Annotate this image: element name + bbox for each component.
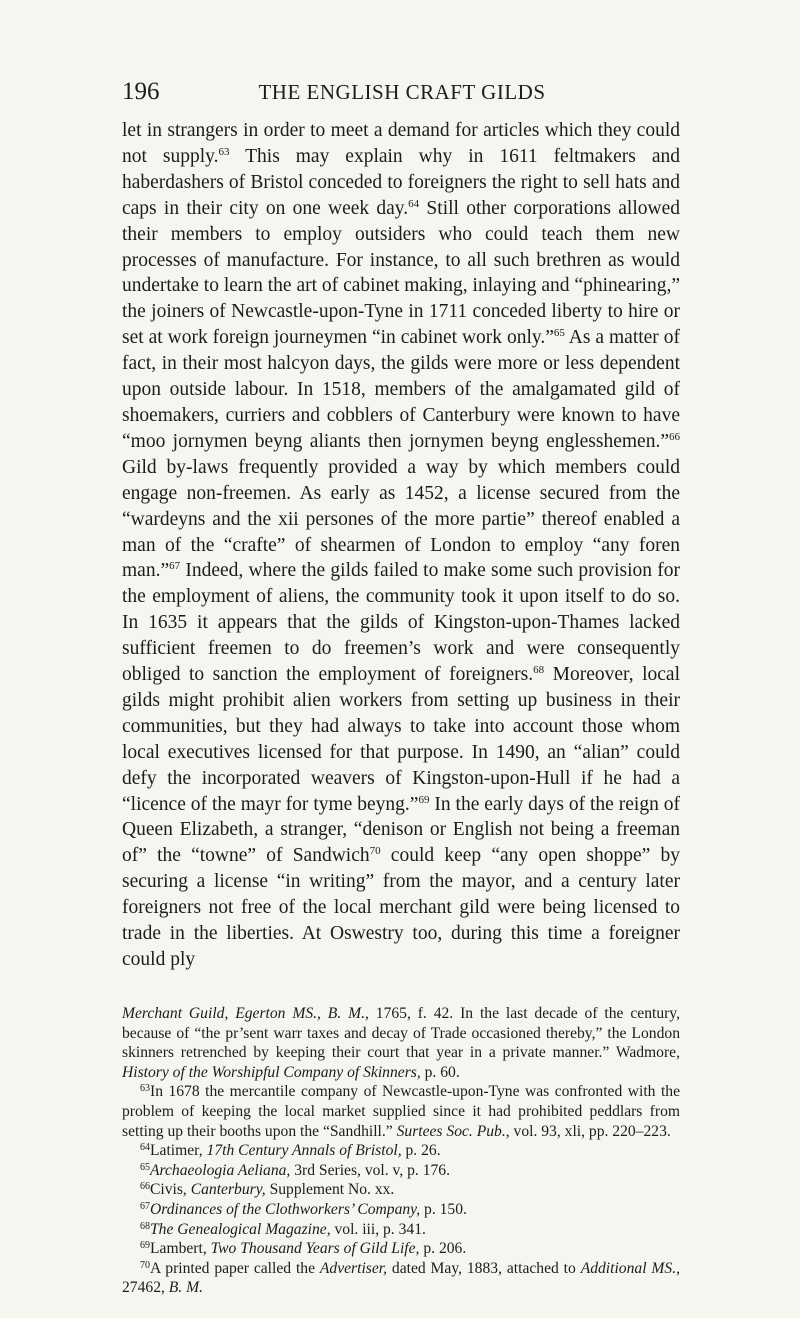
footnote-ref: 67 xyxy=(169,560,181,573)
body-text xyxy=(122,118,680,973)
running-head: THE ENGLISH CRAFT GILDS xyxy=(258,80,546,104)
footnote-continuation: Merchant Guild, Egerton MS., B. M., 1765, f. 42. In the last decade of the century, because of “the pr’sent warr taxes and decay of Trade occasioned thereby,” the London skinners retrenched by keeping their court that year in a private manner.” Wadmore, History of the Worshipful Company of Skinners, p. 60. xyxy=(122,1005,680,1081)
footnote-67: $^{67}$Ordinances of the Clothworkers’ Company, p. 150. xyxy=(140,1200,467,1218)
footnote-70: $^{70}$A printed paper called the Advertiser, dated May, 1883, attached to Additional MS., 27462, B. M. xyxy=(122,1259,680,1297)
footnotes xyxy=(122,1004,680,1298)
footnote-69: $^{69}$Lambert, Two Thousand Years of Gild Life, p. 206. xyxy=(140,1240,467,1258)
page-header xyxy=(122,78,682,108)
footnote-ref: 66 xyxy=(669,430,680,443)
footnote-63: $^{63}$In 1678 the mercantile company of Newcastle-upon-Tyne was confronted with the problem of keeping the local market supplied since it had prohibited peddlars from setting up their booths upon the “Sandhill.” Surtees Soc. Pub., vol. 93, xli, pp. 220–223. xyxy=(122,1083,680,1140)
footnote-65: $^{65}$Archaeologia Aeliana, 3rd Series, vol. v, p. 176. xyxy=(140,1161,451,1179)
page-number: 196 xyxy=(122,78,160,105)
footnote-ref: 64 xyxy=(408,197,420,210)
footnote-68: $^{68}$The Genealogical Magazine, vol. iii, p. 341. xyxy=(140,1220,426,1238)
footnote-66: $^{66}$Civis, Canterbury, Supplement No. xx. xyxy=(140,1181,395,1199)
footnote-ref: 70 xyxy=(369,845,381,858)
footnote-ref: 69 xyxy=(418,793,430,806)
footnote-64: $^{64}$Latimer, 17th Century Annals of Bristol, p. 26. xyxy=(140,1142,441,1160)
footnote-ref: 68 xyxy=(533,664,545,677)
body-paragraph: let in strangers in order to meet a demand for articles which they could not supply.$^{63}$ This may explain why in 1611 feltmakers and haberdashers of Bristol conceded to foreigners the right to sell hats and caps in their city on one week day.$^{64}$ Still other corporations allowed their members to employ outsiders who could teach them new processes of manufacture. For instance, to all such brethren as would undertake to learn the art of cabinet making, inlaying and “phinearing,” the joiners of Newcastle-upon-Tyne in 1711 conceded liberty to hire or set at work foreign journeymen “in cabinet work only.”$^{65}$ As a matter of fact, in their most halcyon days, the gilds were more or less dependent upon outside labour. In 1518, members of the amalgamated gild of shoemakers, curriers and cobblers of Canterbury were known to have “moo jornymen beyng aliants then jornymen beyng englesshemen.”$^{66}$ Gild by-laws frequently provided a way by which members could engage non-freemen. As early as 1452, a license secured from the “wardeyns and the xii persones of the more partie” thereof enabled a man of the “crafte” of shearmen of London to employ “any foren man.”$^{67}$ Indeed, where the gilds failed to make some such provision for the employment of aliens, the community took it upon itself to do so. In 1635 it appears that the gilds of Kingston-upon-Thames lacked sufficient freemen to do freemen’s work and were consequently obliged to sanction the employment of foreigners.$^{68}$ Moreover, local gilds might prohibit alien workers from setting up business in their communities, but they had always to take into account those whom local executives licensed for that purpose. In 1490, an “alian” could defy the incorporated weavers of Kingston-upon-Hull if he had a “licence of the mayr for tyme beyng.”$^{69}$ In the early days of the reign of Queen Elizabeth, a stranger, “denison or English not being a freeman of” the “towne” of Sandwich$^{70}$ could keep “any open shoppe” by securing a license “in writing” from the mayor, and a century later foreigners not free of the local merchant gild were being licensed to trade in the liberties. At Oswestry too, during this time a foreigner could ply xyxy=(122,120,680,970)
footnote-ref: 63 xyxy=(218,145,230,158)
footnote-ref: 65 xyxy=(553,327,565,340)
